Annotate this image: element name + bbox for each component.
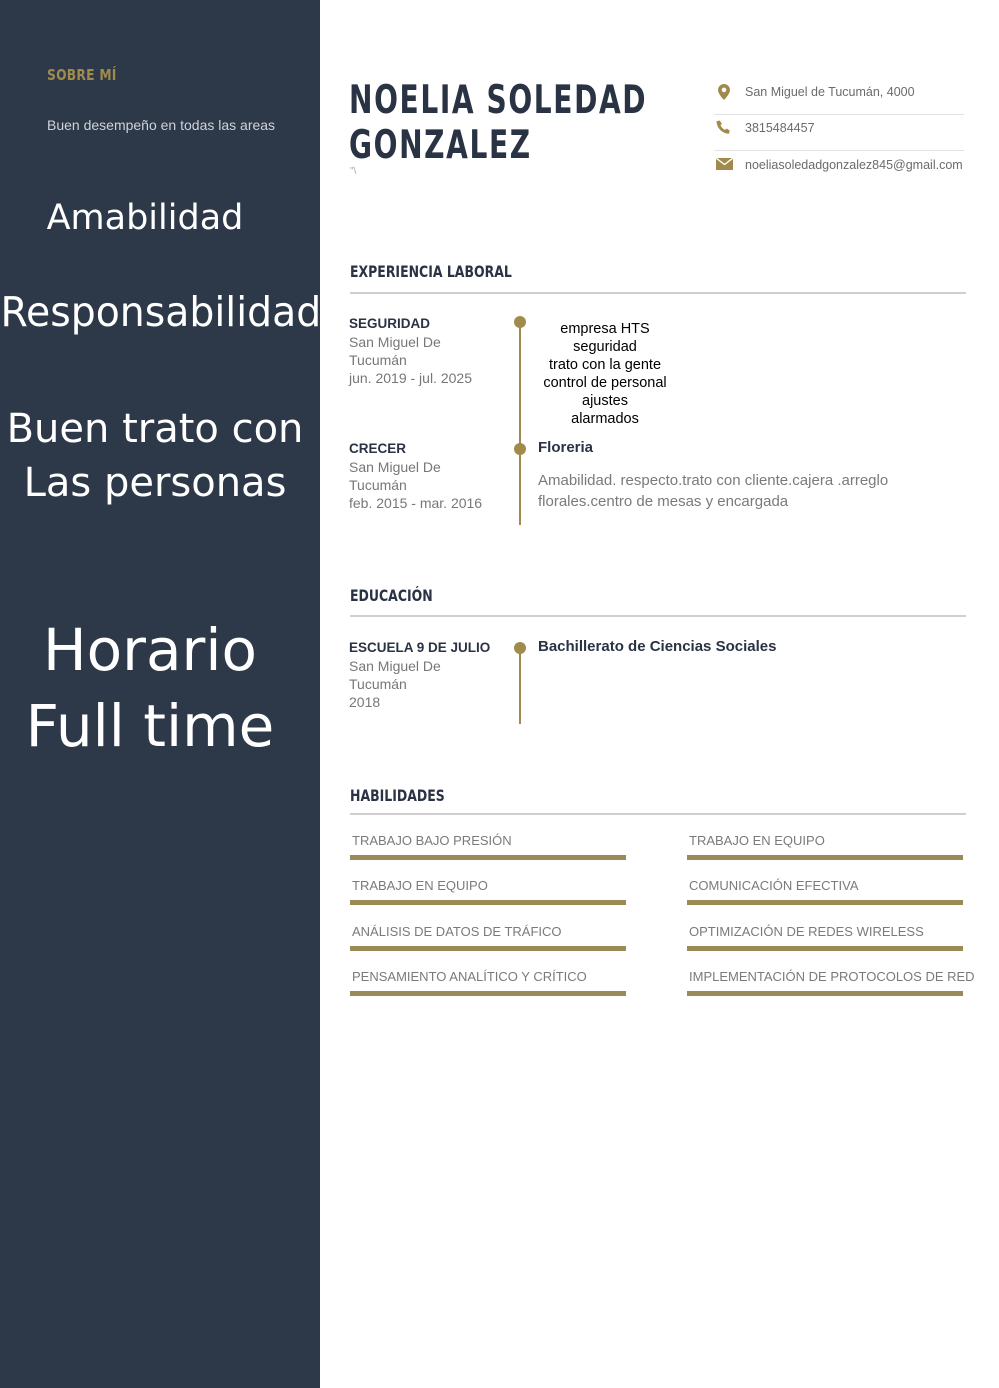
job-1-city-line2: Tucumán (349, 352, 407, 368)
job-1-overlay-notes (530, 320, 680, 428)
job-2-city-line2: Tucumán (349, 477, 407, 493)
skill-name: IMPLEMENTACIÓN DE PROTOCOLOS DE RED (689, 969, 975, 984)
overlay-line: seguridad (573, 339, 637, 355)
skill-name: TRABAJO EN EQUIPO (689, 833, 825, 848)
skill-name: OPTIMIZACIÓN DE REDES WIRELESS (689, 924, 924, 939)
education-city-line1: San Miguel De (349, 658, 441, 674)
candidate-name-line1: NOELIA SOLEDAD (349, 78, 648, 123)
skill-name: COMUNICACIÓN EFECTIVA (689, 878, 859, 893)
skill-level-bar (350, 946, 626, 951)
about-text: Buen desempeño en todas las areas (47, 117, 276, 133)
sidebar-text-horario-line2: Full time (25, 692, 275, 760)
divider (350, 292, 966, 294)
education-school: ESCUELA 9 DE JULIO (349, 640, 491, 655)
sidebar (0, 0, 320, 1388)
section-title-experience: EXPERIENCIA LABORAL (350, 262, 512, 281)
contact-phone (714, 114, 964, 151)
sidebar-text-buen-trato (0, 402, 310, 510)
divider (350, 813, 966, 815)
job-2-dates: feb. 2015 - mar. 2016 (349, 495, 483, 511)
timeline-line (519, 648, 521, 724)
skill-name: TRABAJO BAJO PRESIÓN (352, 833, 512, 848)
overlay-line: control de personal (543, 375, 667, 391)
education-details (349, 639, 499, 711)
timeline-dot (514, 443, 526, 455)
email-text[interactable]: noeliasoledadgonzalez845@gmail.com (745, 158, 963, 172)
sidebar-text-buen-trato-line2: Las personas (23, 460, 287, 506)
contact-address (714, 78, 964, 115)
job-1-city-line1: San Miguel De (349, 334, 441, 350)
skill-item (687, 833, 963, 869)
overlay-line: alarmados (571, 411, 639, 427)
timeline-line (519, 322, 521, 525)
education-degree: Bachillerato de Ciencias Sociales (538, 638, 777, 655)
skill-name: TRABAJO EN EQUIPO (352, 878, 488, 893)
envelope-icon (714, 157, 734, 175)
phone-text[interactable]: 3815484457 (745, 121, 815, 135)
job-1-details (349, 315, 499, 387)
job-2-company: CRECER (349, 441, 407, 456)
timeline-dot (514, 642, 526, 654)
skill-level-bar (350, 855, 626, 860)
skill-level-bar (687, 900, 963, 905)
job-2-position: Floreria (538, 439, 594, 456)
address-text: San Miguel de Tucumán, 4000 (745, 85, 915, 99)
skill-item (687, 924, 963, 960)
sidebar-text-horario (0, 612, 300, 764)
sidebar-text-responsabilidad: Responsabilidad (0, 288, 322, 336)
about-title: SOBRE MÍ (47, 66, 117, 84)
section-title-education: EDUCACIÓN (350, 586, 433, 605)
divider (350, 615, 966, 617)
skill-item (687, 969, 975, 1005)
overlay-line: ajustes (582, 393, 628, 409)
job-1-company: SEGURIDAD (349, 316, 431, 331)
skill-item (350, 833, 626, 869)
skill-level-bar (350, 991, 626, 996)
location-pin-icon (714, 84, 734, 102)
sidebar-text-amabilidad: Amabilidad (46, 198, 244, 238)
timeline-dot (514, 316, 526, 328)
name-subtitle: "\ (350, 166, 357, 177)
skill-level-bar (687, 855, 963, 860)
candidate-name (349, 78, 647, 168)
job-2-description: Amabilidad. respecto.trato con cliente.cajera .arreglo florales.centro de mesas y encargada (538, 472, 889, 510)
overlay-line: trato con la gente (548, 357, 662, 373)
skill-level-bar (687, 991, 963, 996)
job-2-city-line1: San Miguel De (349, 459, 441, 475)
job-2-details (349, 440, 499, 512)
skill-name: ANÁLISIS DE DATOS DE TRÁFICO (352, 924, 562, 939)
skill-item (350, 969, 626, 1005)
skill-level-bar (350, 900, 626, 905)
skill-name: PENSAMIENTO ANALÍTICO Y CRÍTICO (352, 969, 587, 984)
job-1-dates: jun. 2019 - jul. 2025 (349, 370, 472, 386)
education-year: 2018 (349, 694, 381, 710)
candidate-name-line2: GONZALEZ (349, 123, 532, 168)
skill-item (350, 878, 626, 914)
education-city-line2: Tucumán (349, 676, 407, 692)
skill-level-bar (687, 946, 963, 951)
section-title-skills: HABILIDADES (350, 786, 445, 805)
sidebar-text-buen-trato-line1: Buen trato con (6, 406, 304, 452)
skill-item (350, 924, 626, 960)
skill-item (687, 878, 963, 914)
sidebar-text-horario-line1: Horario (43, 616, 257, 684)
contact-email (714, 151, 964, 187)
phone-icon (714, 120, 734, 138)
overlay-line: empresa HTS (560, 321, 650, 337)
